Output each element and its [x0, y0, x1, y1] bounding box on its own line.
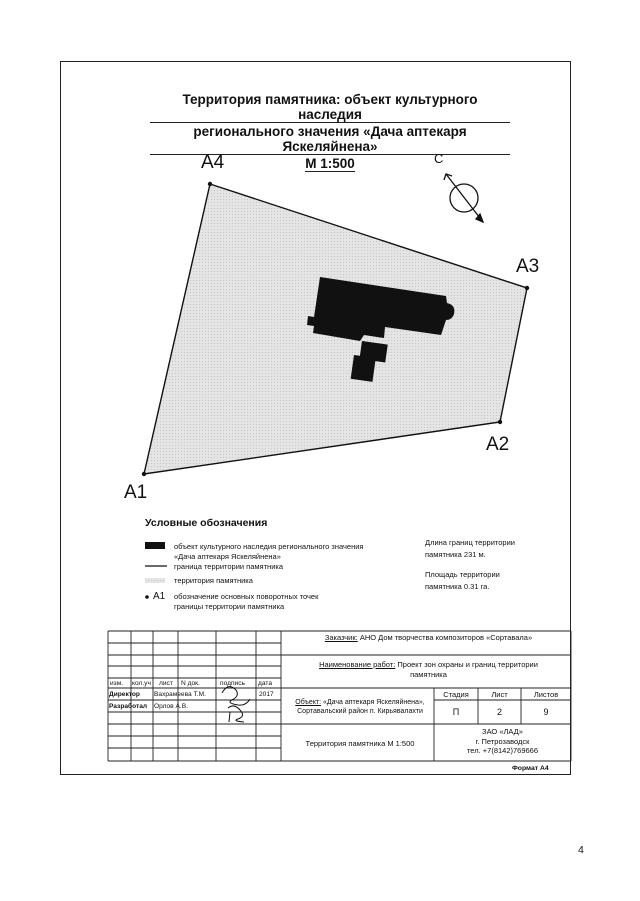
title-line-2: регионального значения «Дача аптекаря Яскеляйнена»	[150, 124, 510, 155]
role-director: Директор	[109, 691, 140, 698]
object-line: Объект: «Дача аптекаря Яскеляйнена», Сортавальский район п. Кирьявалахти	[295, 699, 425, 715]
north-label: С	[434, 151, 444, 166]
date-director: 2017	[259, 691, 274, 698]
point-marker-a2	[498, 420, 502, 424]
point-marker-a3	[525, 286, 529, 290]
drawing-name: Территория памятника М 1:500	[305, 739, 415, 748]
sheet-header: Лист	[491, 690, 508, 699]
sheets-value: 9	[543, 707, 549, 717]
title-line-1: Территория памятника: объект культурного наследия	[150, 92, 510, 123]
point-marker-a1	[142, 472, 146, 476]
title-scale: М 1:500	[305, 156, 355, 171]
customer-line: Заказчик: АНО Дом творчества композиторов «Сортавала»	[324, 633, 533, 642]
sheet-value: 2	[496, 707, 502, 717]
legend-territory-symbol	[145, 578, 165, 583]
stage-header: Стадия	[443, 690, 469, 699]
point-marker-a4	[208, 182, 212, 186]
point-label-a1: А1	[124, 482, 148, 503]
stage-value: П	[452, 707, 460, 717]
sheets-header: Листов	[533, 690, 559, 699]
legend-points-text: обозначение основных поворотных точек границы территории памятника	[174, 592, 319, 611]
paper-format: Формат А4	[512, 765, 549, 772]
header-date: дата	[258, 680, 272, 687]
page-number: 4	[578, 844, 584, 856]
area-info: Площадь территории памятника 0.31 га.	[425, 570, 500, 591]
header-signature: подпись	[220, 680, 245, 687]
header-kol: кол.уч	[132, 680, 151, 687]
legend-object-symbol	[145, 542, 165, 549]
point-label-a4: А4	[201, 152, 225, 173]
north-arrow-icon	[444, 174, 483, 222]
title-block	[108, 631, 571, 761]
legend-heading: Условные обозначения	[145, 517, 268, 529]
organization-info: ЗАО «ЛАД» г. Петрозаводск тел. +7(8142)769666	[466, 727, 539, 755]
legend-point-symbol-label: А1	[153, 591, 166, 602]
point-label-a3: А3	[516, 256, 540, 277]
header-ndoc: N док.	[181, 680, 200, 687]
point-label-a2: А2	[486, 434, 510, 455]
legend-point-symbol	[145, 595, 149, 599]
header-list: лист	[159, 680, 173, 687]
header-izm: изм.	[110, 680, 124, 687]
name-director: Вахрамеева Т.М.	[154, 691, 206, 698]
legend-boundary-text: граница территории памятника	[174, 562, 284, 571]
legend-territory-text: территория памятника	[174, 576, 253, 585]
work-title: Наименование работ: Проект зон охраны и границ территории памятника	[319, 660, 538, 679]
boundary-length-info: Длина границ территории памятника 231 м.	[425, 538, 515, 559]
name-developer: Орлов А.В.	[154, 703, 188, 710]
role-developer: Разработал	[109, 703, 148, 710]
legend-object-text: объект культурного наследия регионального значения «Дача аптекаря Яскеляйнена»	[174, 542, 364, 561]
